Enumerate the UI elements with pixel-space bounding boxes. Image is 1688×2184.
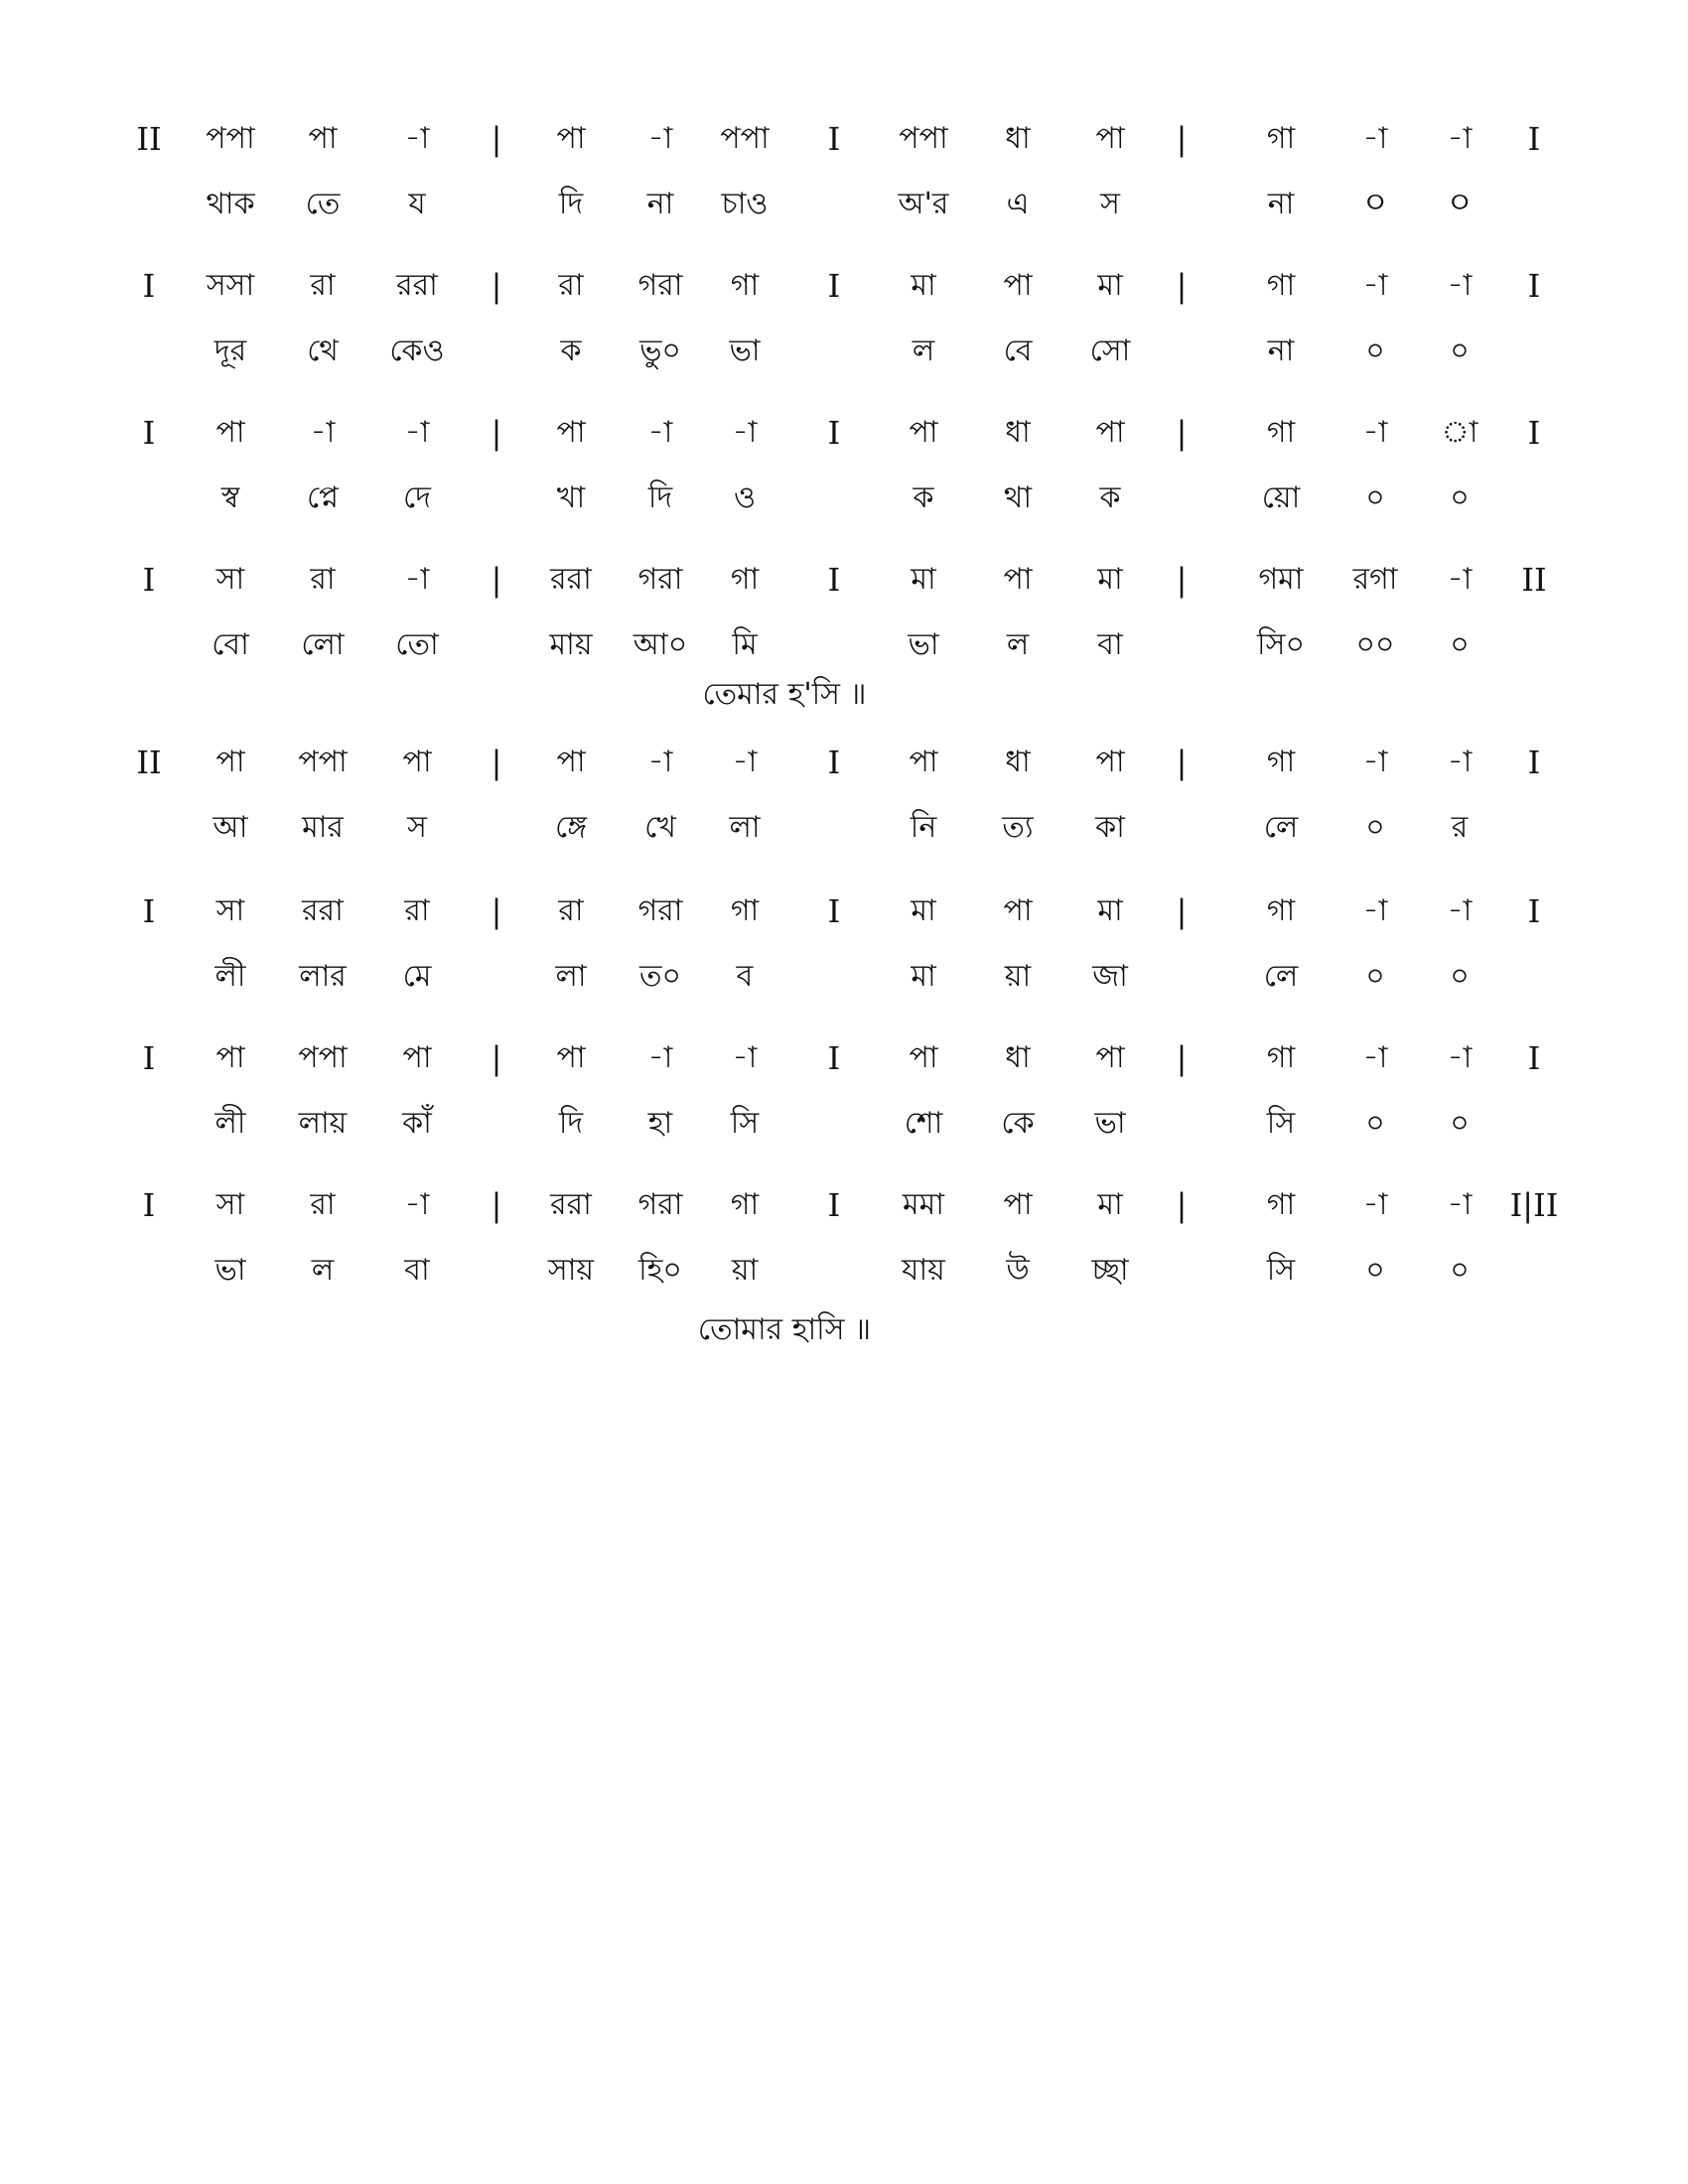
lyric-syllable: থাক [206,187,255,221]
swara-note: পা [1095,121,1125,156]
lyric-syllable: ল [1006,627,1030,662]
swara-note: মা [1097,893,1123,928]
lyric-syllable: লে [1263,959,1299,994]
swara-note: রা [310,1187,336,1222]
lyric-syllable: সি [730,1106,760,1141]
lyric-syllable: মে [402,959,432,994]
swara-note: গা [1266,121,1296,156]
lyric-syllable: থা [1003,480,1033,515]
swara-note: পপা [298,745,348,779]
lyric-syllable: লী [214,959,246,994]
swara-note: গা [1266,268,1296,303]
swara-note: পা [215,745,245,779]
swara-note: পা [402,745,432,779]
lyric-syllable: ভা [908,627,939,662]
swara-note: পা [556,1040,586,1075]
swara-note: পপা [206,121,255,156]
lyric-syllable: শো [904,1106,943,1141]
swara-note: -া [1447,1040,1473,1075]
bar-line: I [827,1039,841,1077]
swara-note: পা [402,1040,432,1075]
lyric-syllable: মা [911,959,936,994]
lyric-syllable: লী [214,1106,246,1141]
bar-line: II [136,120,162,158]
lyric-syllable: ভা [1094,1106,1126,1141]
lyric-syllable: স [407,810,427,845]
swara-note: গা [730,893,760,928]
lyric-syllable: আ০ [633,627,688,662]
swara-note: গা [1266,1040,1296,1075]
swara-note: সা [215,1187,245,1222]
swara-note: -া [1362,745,1388,779]
swara-note: -া [1362,893,1388,928]
swara-note: গরা [637,1187,683,1222]
swara-note: ধা [1005,745,1031,779]
swara-note: -া [732,1040,758,1075]
bar-line: | [1176,1186,1188,1224]
swara-note: গা [730,562,760,597]
swara-note: গা [730,1187,760,1222]
bar-line: I [1527,744,1541,781]
lyric-syllable: উ [1006,1253,1030,1288]
bar-line: I [827,744,841,781]
lyric-syllable: সায় [547,1253,595,1288]
lyric-syllable: ০ [1450,334,1470,368]
swara-note: -া [647,415,673,450]
swara-note: -া [404,415,430,450]
bar-line: II [136,744,162,781]
lyric-syllable: তে [305,187,341,221]
lyric-syllable: ০০ [1355,627,1395,662]
swara-note: -া [1447,121,1473,156]
lyric-syllable: দূর [213,334,247,368]
bar-line: I|II [1509,1186,1559,1224]
swara-note: -া [647,121,673,156]
swara-note: -া [404,562,430,597]
lyric-syllable: বে [1003,334,1033,368]
bar-line: I [827,120,841,158]
swara-note: -া [1447,1187,1473,1222]
lyric-syllable: য [408,187,426,221]
lyric-syllable: কেও [389,334,445,368]
lyric-syllable: অ'র [898,187,949,221]
lyric-syllable: ল [912,334,935,368]
swara-note: পপা [298,1040,348,1075]
swara-note: ররা [302,893,344,928]
swara-note: -া [732,745,758,779]
swara-note: রা [404,893,430,928]
swara-note: মা [911,268,936,303]
lyric-syllable: কাঁ [402,1106,432,1141]
lyric-syllable: য়ো [1261,480,1301,515]
swara-note: পা [1003,268,1033,303]
bar-line: I [827,1186,841,1224]
bar-line: I [1527,892,1541,930]
lyric-syllable: এ [1006,187,1030,221]
swara-note: পা [1095,745,1125,779]
lyric-syllable: ক [560,334,582,368]
swara-note: গরা [637,562,683,597]
swara-note: পা [1003,893,1033,928]
lyric-syllable: স [1100,187,1120,221]
lyric-syllable: দি [647,480,673,515]
swara-note: -া [1447,745,1473,779]
lyric-syllable: থে [307,334,339,368]
bar-line: | [1176,561,1188,599]
lyric-syllable: ভা [214,1253,246,1288]
lyric-syllable: ল [311,1253,335,1288]
swara-note: পা [215,1040,245,1075]
lyric-syllable: চাও [721,187,769,221]
lyric-syllable: মায় [549,627,593,662]
lyric-syllable: না [1267,334,1295,368]
bar-line: | [491,267,502,305]
lyric-syllable: সি [1266,1106,1296,1141]
swara-note: মা [911,562,936,597]
swara-note: রা [310,268,336,303]
lyric-syllable: ত্য [1002,810,1034,845]
lyric-syllable: মার [302,810,344,845]
lyric-syllable: ০ [1365,810,1385,845]
swara-note: গা [1266,415,1296,450]
bar-line: I [142,1039,156,1077]
bar-line: | [491,561,502,599]
lyric-syllable: নি [910,810,937,845]
swara-note: ধা [1005,121,1031,156]
bar-line: | [1176,744,1188,781]
swara-note: গমা [1258,562,1304,597]
swara-note: ররা [550,562,592,597]
refrain-line: তোমার হাসি ॥ [697,1312,872,1347]
bar-line: I [1527,267,1541,305]
lyric-syllable: দি [558,1106,584,1141]
swara-note: পা [1095,1040,1125,1075]
refrain-line: তেমার হ'সি ॥ [702,677,867,712]
lyric-syllable: দে [403,480,431,515]
swara-note: রা [558,268,584,303]
swara-note: পা [909,415,938,450]
bar-line: | [1176,267,1188,305]
lyric-syllable: লা [555,959,587,994]
swara-note: পা [556,121,586,156]
swara-note: ধা [1005,1040,1031,1075]
lyric-syllable: র [1451,810,1469,845]
bar-line: | [1176,1039,1188,1077]
swara-note: সা [215,562,245,597]
bar-line: | [491,1186,502,1224]
swara-note: -া [310,415,336,450]
lyric-syllable: ০ [1450,480,1470,515]
swara-note: গা [730,268,760,303]
bar-line: | [491,1039,502,1077]
lyric-syllable: লে [1263,810,1299,845]
swara-note: রা [310,562,336,597]
lyric-syllable: বা [404,1253,430,1288]
swara-note: পপা [899,121,948,156]
swara-note: রা [558,893,584,928]
swara-note: -া [404,1187,430,1222]
lyric-syllable: লো [301,627,345,662]
swara-note: -া [1362,1187,1388,1222]
swara-note: পা [556,745,586,779]
swara-note: -া [1447,893,1473,928]
bar-line: I [1527,120,1541,158]
lyric-syllable: কে [1001,1106,1035,1141]
swara-note: া [1441,415,1478,450]
swara-note: পা [909,745,938,779]
bar-line: | [491,414,502,452]
lyric-syllable: বা [1097,627,1123,662]
swara-note: ধা [1005,415,1031,450]
lyric-syllable: মি [732,627,758,662]
swara-note: -া [732,415,758,450]
swara-note: গরা [637,268,683,303]
swara-note: মা [1097,268,1123,303]
swara-note: সসা [206,268,255,303]
lyric-syllable: ০ [1365,334,1385,368]
lyric-syllable: ব [736,959,754,994]
swara-note: পা [308,121,338,156]
swara-note: ররা [396,268,438,303]
swara-note: -া [1362,268,1388,303]
bar-line: I [827,267,841,305]
bar-line: I [827,892,841,930]
swara-note: রগা [1352,562,1398,597]
swara-note: পা [1003,1187,1033,1222]
lyric-syllable: না [1267,187,1295,221]
bar-line: | [491,744,502,781]
lyric-syllable: হা [647,1106,673,1141]
swara-note: -া [647,1040,673,1075]
swara-note: পপা [720,121,770,156]
lyric-syllable: ০ [1365,480,1385,515]
lyric-syllable: খা [556,480,586,515]
lyric-syllable: ও [733,480,757,515]
lyric-syllable: না [646,187,674,221]
swara-note: -া [1447,562,1473,597]
swara-note: ররা [550,1187,592,1222]
lyric-syllable: ঙ্গে [554,810,588,845]
lyric-syllable: ০ [1450,1253,1470,1288]
swara-note: সা [215,893,245,928]
lyric-syllable: লার [299,959,347,994]
swara-note: গা [1266,745,1296,779]
lyric-syllable: ভু০ [639,334,681,368]
lyric-syllable: বো [211,627,249,662]
swara-note: -া [647,745,673,779]
swara-note: মা [1097,562,1123,597]
swara-note: পা [215,415,245,450]
lyric-syllable: কা [1095,810,1125,845]
lyric-syllable: ক [913,480,934,515]
lyric-syllable: ০ [1365,1106,1385,1141]
bar-line: | [491,120,502,158]
lyric-syllable: সো [1089,334,1131,368]
bar-line: | [1176,414,1188,452]
swara-note: -া [1362,415,1388,450]
swara-note: -া [1362,121,1388,156]
swara-note: মা [1097,1187,1123,1222]
lyric-syllable: ক [1099,480,1121,515]
lyric-syllable: সি০ [1257,627,1305,662]
bar-line: | [1176,120,1188,158]
lyric-syllable: চ্ছা [1091,1253,1129,1288]
bar-line: I [1527,1039,1541,1077]
lyric-syllable: খে [644,810,676,845]
lyric-syllable: ০ [1450,959,1470,994]
bar-line: II [1521,561,1547,599]
lyric-syllable: লা [729,810,761,845]
lyric-syllable: প্নে [307,480,339,515]
lyric-syllable: যায় [902,1253,945,1288]
lyric-syllable: তো [395,627,439,662]
swara-note: গা [1266,1187,1296,1222]
swara-note: পা [1003,562,1033,597]
lyric-syllable: ㅇ [1360,187,1390,221]
bar-line: I [1527,414,1541,452]
lyric-syllable: ত০ [638,959,682,994]
swara-note: -া [1447,268,1473,303]
swara-note: -া [404,121,430,156]
bar-line: I [142,267,156,305]
lyric-syllable: ০ [1365,959,1385,994]
lyric-syllable: ㅇ [1445,187,1475,221]
lyric-syllable: আ [212,810,248,845]
lyric-syllable: ০ [1450,1106,1470,1141]
bar-line: | [491,892,502,930]
lyric-syllable: হি০ [638,1253,682,1288]
lyric-syllable: য়া [1004,959,1032,994]
swara-note: মমা [902,1187,945,1222]
lyric-syllable: ০ [1450,627,1470,662]
lyric-syllable: স্ব [220,480,240,515]
bar-line: I [142,561,156,599]
bar-line: I [142,414,156,452]
lyric-syllable: লায় [298,1106,348,1141]
swara-note: পা [556,415,586,450]
lyric-syllable: জা [1092,959,1128,994]
bar-line: | [1176,892,1188,930]
lyric-syllable: ০ [1365,1253,1385,1288]
swara-note: পা [1095,415,1125,450]
swara-note: মা [911,893,936,928]
lyric-syllable: য়া [731,1253,759,1288]
bar-line: I [827,414,841,452]
lyric-syllable: সি [1266,1253,1296,1288]
bar-line: I [142,892,156,930]
bar-line: I [142,1186,156,1224]
swara-note: পা [909,1040,938,1075]
bar-line: I [827,561,841,599]
lyric-syllable: ভা [729,334,761,368]
swara-note: -া [1362,1040,1388,1075]
lyric-syllable: দি [558,187,584,221]
swara-note: গা [1266,893,1296,928]
swara-note: গরা [637,893,683,928]
